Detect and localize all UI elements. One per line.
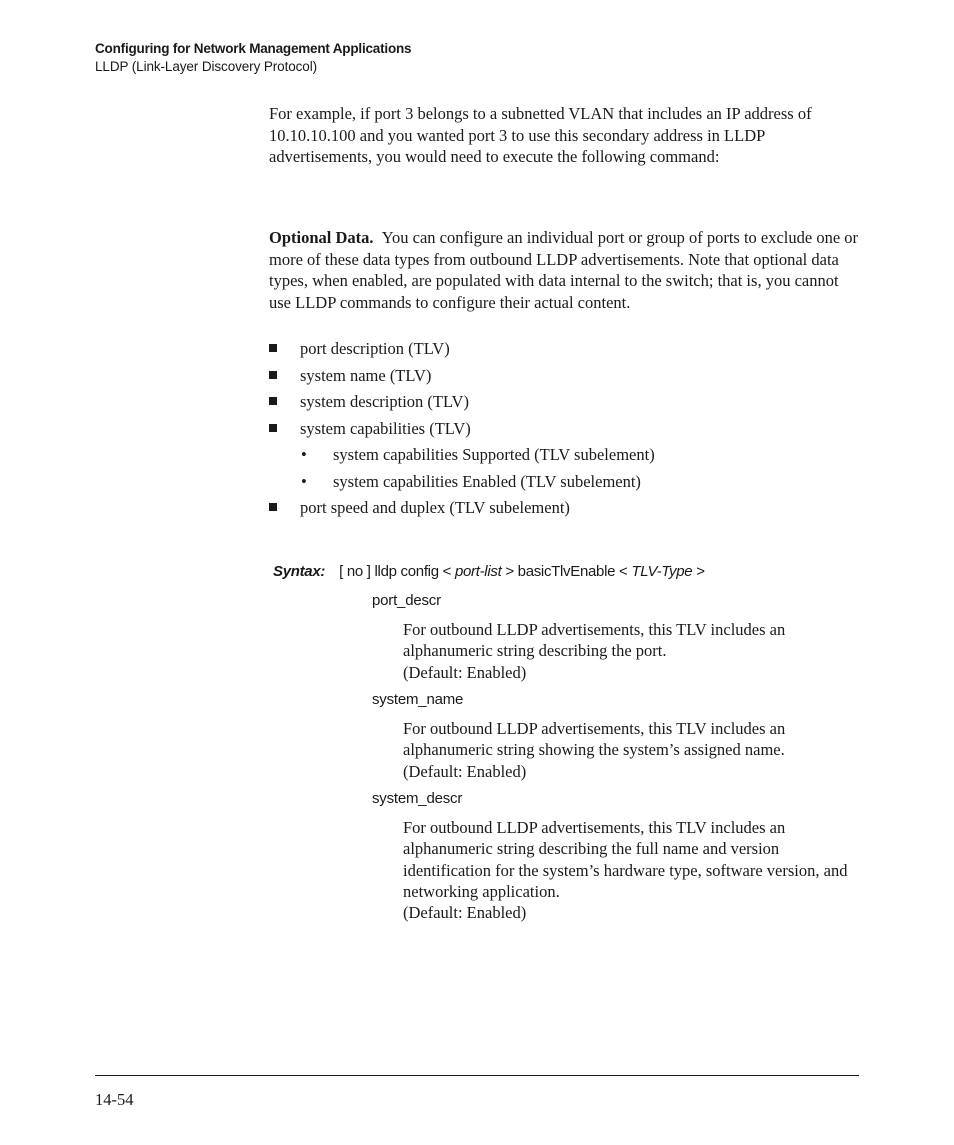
- syntax-tlv-type: TLV-Type: [631, 563, 693, 580]
- square-bullet-icon: [269, 344, 277, 352]
- param-name: port_descr: [372, 592, 441, 609]
- optional-data-paragraph: [269, 227, 859, 313]
- square-bullet-icon: [269, 503, 277, 511]
- list-item: [269, 392, 469, 412]
- syntax-label: Syntax:: [273, 563, 326, 580]
- param-description-text: For outbound LLDP advertisements, this TLV includes an alphanumeric string describing the full name and version identification for the system’s hardware type, software version, and networking application.: [403, 818, 848, 901]
- param-description: [403, 817, 863, 923]
- footer-divider: [95, 1075, 859, 1076]
- list-item: [269, 366, 431, 386]
- list-item: [269, 339, 450, 359]
- square-bullet-icon: [269, 397, 277, 405]
- param-name: system_name: [372, 691, 464, 708]
- list-item: [269, 419, 471, 439]
- param-default: (Default: Enabled): [403, 903, 527, 923]
- sub-list-item: [301, 472, 641, 492]
- list-item-text: system name (TLV): [300, 366, 432, 385]
- square-bullet-icon: [269, 424, 277, 432]
- param-default: (Default: Enabled): [403, 662, 527, 682]
- intro-paragraph: For example, if port 3 belongs to a subnetted VLAN that includes an IP address of 10.10.10.100 and you wanted port 3 to use this secondary address in LLDP advertisements, you would need to execute the following command:: [269, 104, 812, 166]
- list-item: [269, 498, 570, 518]
- syntax-command-part: > basicTlvEnable <: [501, 563, 632, 580]
- optional-data-text: You can configure an individual port or group of ports to exclude one or more of these data types from outbound LLDP advertisements. Note that optional data types, when enabled, are populated with data internal to the switch; that is, you cannot use LLDP commands to configure their actual content.: [269, 228, 859, 312]
- param-name: system_descr: [372, 790, 463, 807]
- param-description: [403, 718, 863, 782]
- page-number: 14-54: [95, 1090, 134, 1109]
- sub-list-item: [301, 445, 655, 465]
- syntax-port-list: port-list: [454, 563, 502, 580]
- list-item-text: system description (TLV): [300, 392, 469, 411]
- sub-list-item-text: system capabilities Enabled (TLV subelement): [333, 472, 641, 491]
- list-item-text: port speed and duplex (TLV subelement): [300, 498, 570, 517]
- square-bullet-icon: [269, 371, 277, 379]
- syntax-line: [273, 563, 705, 580]
- optional-data-heading: Optional Data.: [269, 228, 374, 247]
- param-description-text: For outbound LLDP advertisements, this TLV includes an alphanumeric string showing the system’s assigned name.: [403, 719, 786, 760]
- running-header-title: Configuring for Network Management Applications: [95, 41, 412, 56]
- param-default: (Default: Enabled): [403, 761, 527, 781]
- syntax-command-part: [ no ] lldp config <: [339, 563, 455, 580]
- round-bullet-icon: •: [301, 472, 307, 491]
- param-description-text: For outbound LLDP advertisements, this TLV includes an alphanumeric string describing the port.: [403, 620, 786, 661]
- list-item-text: system capabilities (TLV): [300, 419, 471, 438]
- syntax-command-part: >: [692, 563, 705, 580]
- round-bullet-icon: •: [301, 445, 307, 464]
- running-header-subtitle: LLDP (Link-Layer Discovery Protocol): [95, 59, 317, 74]
- param-description: [403, 619, 863, 683]
- list-item-text: port description (TLV): [300, 339, 450, 358]
- sub-list-item-text: system capabilities Supported (TLV subelement): [333, 445, 655, 464]
